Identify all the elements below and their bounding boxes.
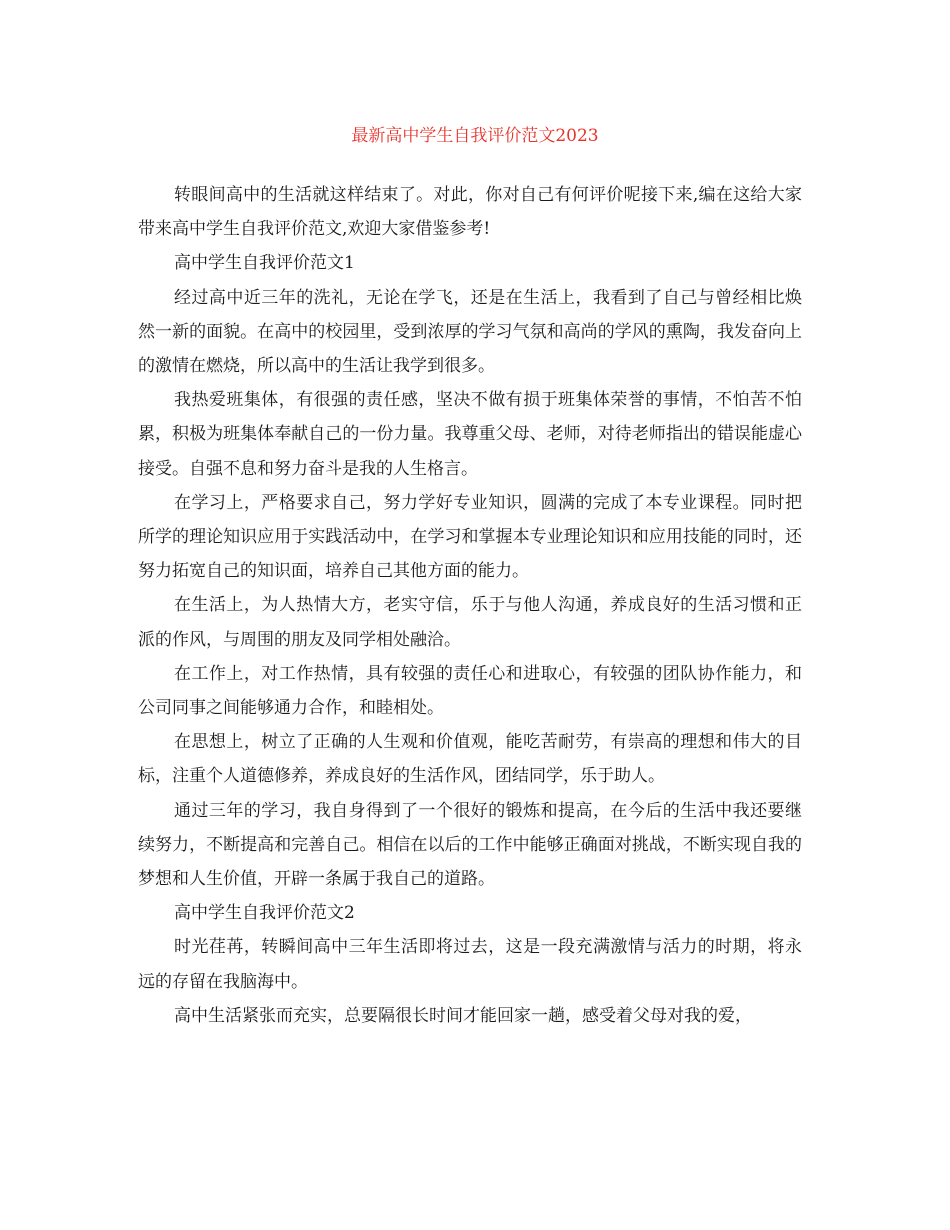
paragraph: 高中生活紧张而充实，总要隔很长时间才能回家一趟，感受着父母对我的爱， [174,1005,752,1026]
document-body [138,178,802,1033]
paragraph: 在工作上，对工作热情，具有较强的责任心和进取心，有较强的团队协作能力，和公司同事之间能够通力合作，和睦相处。 [138,663,802,719]
paragraph: 经过高中近三年的洗礼，无论在学飞，还是在生活上，我看到了自己与曾经相比焕然一新的面貌。在高中的校园里，受到浓厚的学习气氛和高尚的学风的熏陶，我发奋向上的激情在燃烧，所以高中的生活让我学到很多。 [138,287,802,377]
document-title: 最新高中学生自我评价范文2023 [351,126,599,146]
paragraph: 我热爱班集体，有很强的责任感，坚决不做有损于班集体荣誉的事情，不怕苦不怕累，积极为班集体奉献自己的一份力量。我尊重父母、老师，对待老师指出的错误能虚心接受。自强不息和努力奋斗是我的人生格言。 [138,390,802,479]
section-heading-1: 高中学生自我评价范文1 [174,253,355,274]
paragraph: 时光荏苒，转瞬间高中三年生活即将过去，这是一段充满激情与活力的时期，将永远的存留在我脑海中。 [138,937,802,992]
paragraph-intro: 转眼间高中的生活就这样结束了。对此，你对自己有何评价呢接下来,编在这给大家带来高中学生自我评价范文,欢迎大家借鉴参考! [138,185,802,240]
paragraph: 通过三年的学习，我自身得到了一个很好的锻炼和提高，在今后的生活中我还要继续努力，不断提高和完善自己。相信在以后的工作中能够正确面对挑战，不断实现自我的梦想和人生价值，开辟一条属于我自己的道路。 [138,800,802,890]
paragraph: 在生活上，为人热情大方，老实守信，乐于与他人沟通，养成良好的生活习惯和正派的作风，与周围的朋友及同学相处融洽。 [138,595,802,650]
paragraph: 在思想上，树立了正确的人生观和价值观，能吃苦耐劳，有崇高的理想和伟大的目标，注重个人道德修养，养成良好的生活作风，团结同学，乐于助人。 [138,732,802,787]
paragraph: 在学习上，严格要求自己，努力学好专业知识，圆满的完成了本专业课程。同时把所学的理论知识应用于实践活动中，在学习和掌握本专业理论知识和应用技能的同时，还努力拓宽自己的知识面，培养自己其他方面的能力。 [138,492,802,582]
section-heading-2: 高中学生自我评价范文2 [174,903,355,924]
